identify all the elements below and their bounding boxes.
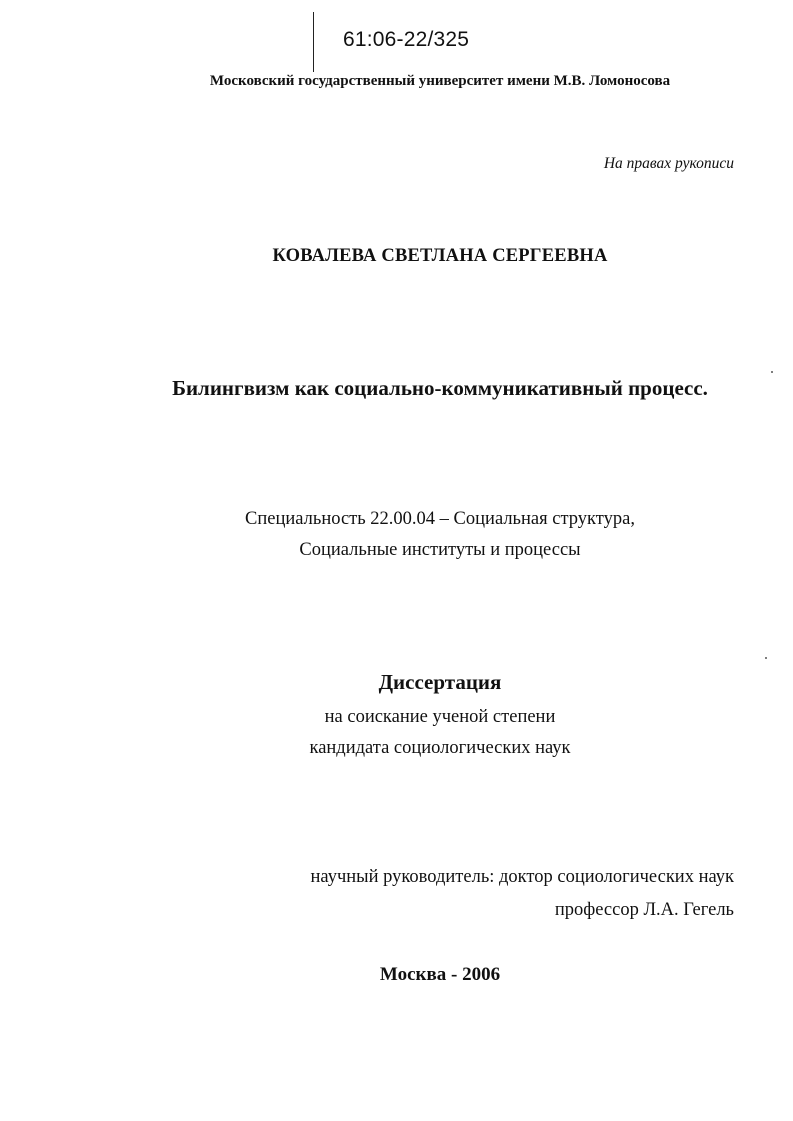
dissertation-title: Билингвизм как социально-коммуникативный процесс.: [172, 376, 708, 400]
city-year: Москва - 2006: [379, 964, 501, 985]
specialty-line-2: Социальные институты и процессы: [299, 540, 581, 560]
degree-line-1: на соискание ученой степени: [324, 707, 556, 727]
supervisor-line-1: научный руководитель: доктор социологических наук: [310, 867, 734, 887]
manuscript-rights-note: На правах рукописи: [603, 155, 734, 172]
university-name: Московский государственный университет имени М.В. Ломоносова: [209, 73, 671, 89]
scan-speck: [765, 657, 767, 659]
scan-speck: [771, 371, 773, 373]
supervisor-line-2: профессор Л.А. Гегель: [554, 900, 734, 920]
archive-stamp-number: 61:06-22/325: [343, 28, 470, 51]
work-type-heading: Диссертация: [378, 670, 502, 694]
author-name: КОВАЛЕВА СВЕТЛАНА СЕРГЕЕВНА: [272, 246, 608, 266]
archive-stamp-line: [313, 12, 314, 72]
degree-line-2: кандидата социологических наук: [309, 738, 571, 758]
specialty-line-1: Специальность 22.00.04 – Социальная структура,: [245, 509, 635, 529]
